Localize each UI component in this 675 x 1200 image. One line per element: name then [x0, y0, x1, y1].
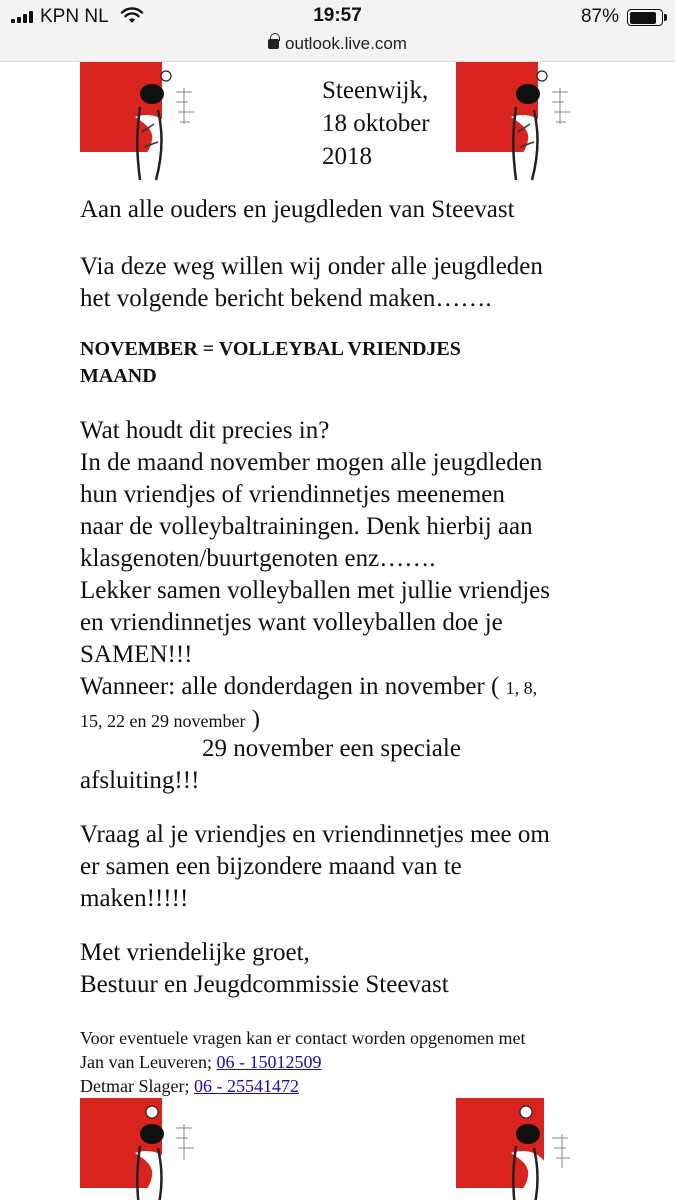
- when-dates: 15, 22 en 29 november ): [80, 706, 261, 733]
- contact-info: Voor eventuele vragen kan er contact worden opgenomen met Jan van Leuveren; 06 - 15012509 Detmar Slager; 06 - 25541472: [80, 1028, 526, 1096]
- volleyball-logo-icon: [456, 62, 571, 182]
- steevast-logo-bottom-left: [80, 1098, 195, 1200]
- browser-chrome: [0, 0, 675, 62]
- battery-percent: 87%: [580, 6, 619, 27]
- lock-icon: [268, 39, 279, 49]
- carrier-name: KPN NL: [40, 6, 109, 27]
- steevast-logo-bottom-right: [456, 1098, 571, 1200]
- when-line: Wanneer: alle donderdagen in november ( 1, 8,: [80, 673, 538, 700]
- status-bar: [0, 0, 675, 34]
- phone-link-jan[interactable]: 06 - 15012509: [216, 1052, 322, 1072]
- headline: NOVEMBER = VOLLEYBAL VRIENDJES MAAND: [80, 338, 461, 387]
- intro-paragraph: Via deze weg willen wij onder alle jeugdleden het volgende bericht bekend maken…….: [80, 253, 543, 312]
- volleyball-logo-icon: [80, 62, 195, 182]
- body-paragraph: Wat houdt dit precies in? In de maand november mogen alle jeugdleden hun vriendjes of vriendinnetjes meenemen naar de volleybaltrainingen. Denk hierbij aan klasgenoten/buurtgenoten enz……. Lekker samen volleyballen met jullie vriendjes en vriendinnetjes want volleyballen doe je SAMEN!!! Wanneer: alle donderdagen in november ( 1, 8, 15, 22 en 29 november ): [80, 415, 640, 737]
- phone-link-detmar[interactable]: 06 - 25541472: [193, 1076, 299, 1096]
- clock: 19:57: [313, 5, 362, 26]
- steevast-logo-top-left: [80, 62, 195, 182]
- invite-paragraph: Vraag al je vriendjes en vriendinnetjes mee om er samen een bijzondere maand van te maken!!!!!: [80, 821, 550, 912]
- special-closing: 29 november een speciale afsluiting!!!: [80, 735, 461, 794]
- steevast-logo-top-right: [456, 62, 571, 182]
- battery-icon: [627, 9, 663, 26]
- volleyball-logo-icon: [80, 1098, 195, 1200]
- signature: Met vriendelijke groet, Bestuur en Jeugdcommissie Steevast: [80, 939, 449, 998]
- volleyball-logo-icon: [456, 1098, 571, 1200]
- dateline: Steenwijk, 18 oktober 2018: [322, 77, 430, 170]
- battery-level: [630, 12, 657, 24]
- address-bar[interactable]: [0, 34, 675, 58]
- greeting: Aan alle ouders en jeugdleden van Steevast: [80, 196, 515, 223]
- url-text: outlook.live.com: [285, 34, 407, 53]
